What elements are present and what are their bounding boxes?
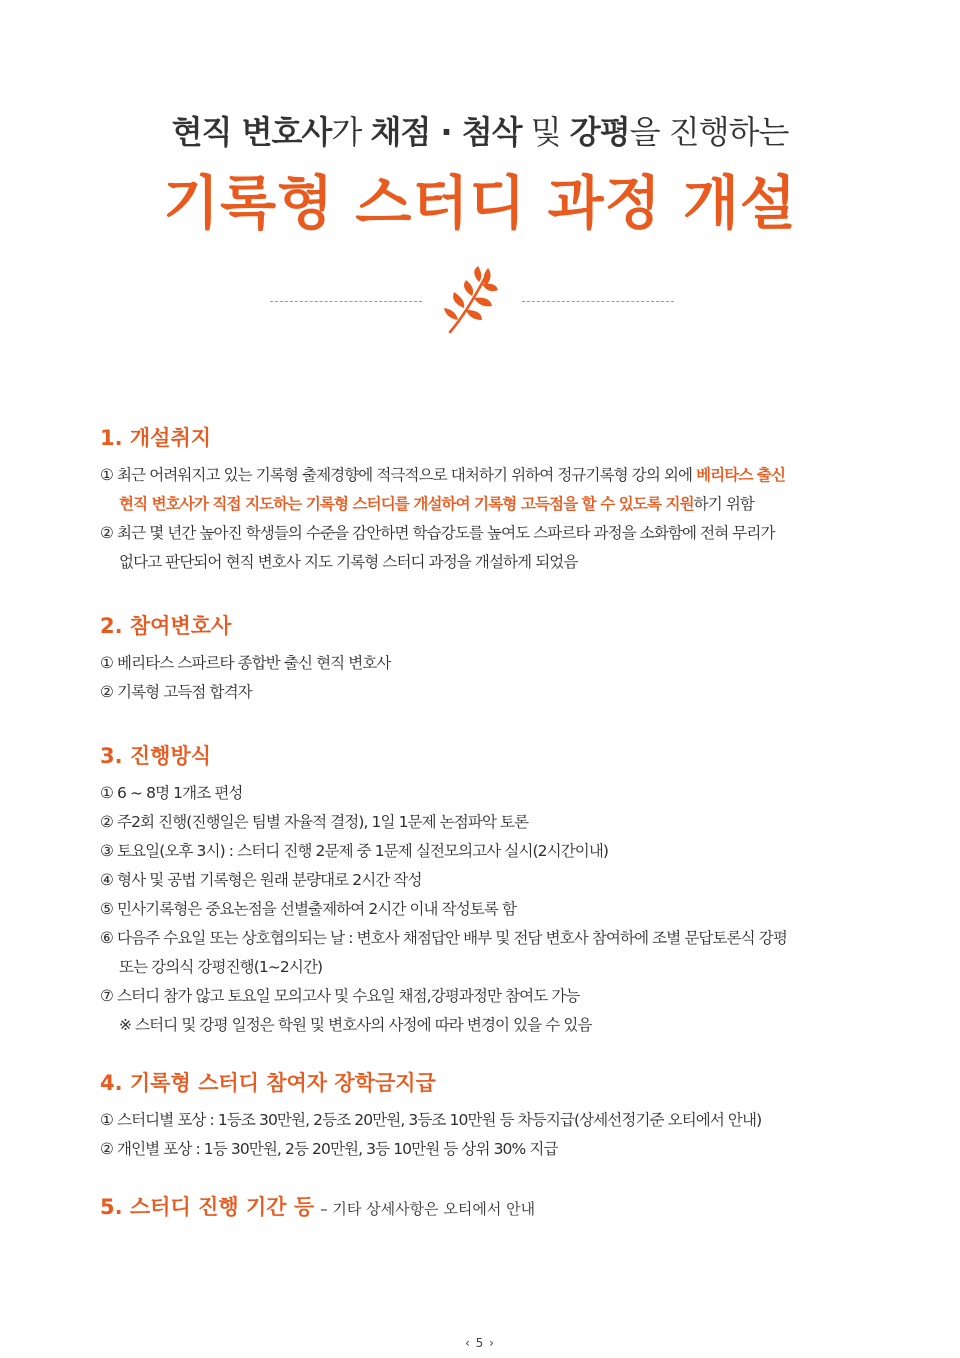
list-item xyxy=(100,461,880,490)
section-period xyxy=(100,1192,880,1224)
list-item-continuation: 없다고 판단되어 현직 변호사 지도 기록형 스터디 과정을 개설하게 되었음 xyxy=(119,553,578,571)
list-item: ② 최근 몇 년간 높아진 학생들의 수준을 감안하면 학습강도를 높여도 스파르타 과정을 소화함에 전혀 무리가 xyxy=(100,524,775,542)
page-header xyxy=(0,108,960,238)
list-item: ② 기록형 고득점 합격자 xyxy=(100,683,252,701)
list-item: ⑦ 스터디 참가 않고 토요일 모의고사 및 수요일 채점,강평과정만 참여도 가능 xyxy=(100,987,580,1005)
subtitle-emphasis-review: 강평 xyxy=(569,113,630,151)
wheat-leaf-icon xyxy=(436,262,504,338)
list-item: ⑤ 민사기록형은 중요논점을 선별출제하여 2시간 이내 작성토록 함 xyxy=(100,900,517,918)
section-title: 4. 기록형 스터디 참여자 장학금지급 xyxy=(100,1071,436,1095)
document-body xyxy=(100,423,880,1232)
section-lawyers xyxy=(100,611,880,707)
section-title: 2. 참여변호사 xyxy=(100,614,232,638)
section-note: – 기타 상세사항은 오티에서 안내 xyxy=(320,1200,536,1218)
subtitle-text: 및 xyxy=(521,113,570,151)
list-item: ④ 형사 및 공법 기록형은 원래 분량대로 2시간 작성 xyxy=(100,871,422,889)
list-item: ① 베리타스 스파르타 종합반 출신 현직 변호사 xyxy=(100,654,391,672)
highlight-text: 베리타스 출신 xyxy=(696,466,786,484)
list-item: ① 스터디별 포상 : 1등조 30만원, 2등조 20만원, 3등조 10만원 등 차등지급(상세선정기준 오티에서 안내) xyxy=(100,1111,762,1129)
ornament-divider xyxy=(0,262,960,338)
dashed-line-left xyxy=(270,301,422,302)
section-method xyxy=(100,741,880,1040)
item-text: 하기 위함 xyxy=(693,495,754,513)
dashed-line-right xyxy=(522,301,674,302)
item-text: ① 최근 어려워지고 있는 기록형 출제경향에 적극적으로 대처하기 위하여 정규기록형 강의 외에 xyxy=(100,466,697,484)
list-item: ③ 토요일(오후 3시) : 스터디 진행 2문제 중 1문제 실전모의고사 실시(2시간이내) xyxy=(100,842,609,860)
list-item: ① 6 ~ 8명 1개조 편성 xyxy=(100,784,243,802)
page-subtitle xyxy=(0,108,960,156)
subtitle-text: 을 진행하는 xyxy=(629,113,789,151)
note-text: ※ 스터디 및 강평 일정은 학원 및 변호사의 사정에 따라 변경이 있을 수 있음 xyxy=(119,1016,592,1034)
subtitle-emphasis-lawyer: 현직 변호사 xyxy=(171,113,332,151)
highlight-text: 현직 변호사가 직접 지도하는 기록형 스터디를 개설하여 기록형 고득점을 할 수 있도록 지원 xyxy=(119,495,694,513)
subtitle-text: 가 xyxy=(331,113,371,151)
section-purpose xyxy=(100,423,880,577)
page-title: 기록형 스터디 과정 개설 xyxy=(163,169,797,237)
list-item: ⑥ 다음주 수요일 또는 상호협의되는 날 : 변호사 채점답안 배부 및 전담 변호사 참여하에 조별 문답토론식 강평 xyxy=(100,929,787,947)
list-item-continuation xyxy=(100,490,880,519)
list-item: ② 주2회 진행(진행일은 팀별 자율적 결정), 1일 1문제 논점파악 토론 xyxy=(100,813,529,831)
section-title xyxy=(100,1192,880,1224)
page-number: ‹ 5 › xyxy=(465,1336,495,1350)
list-item-continuation: 또는 강의식 강평진행(1~2시간) xyxy=(119,958,323,976)
section-title: 1. 개설취지 xyxy=(100,426,212,450)
subtitle-emphasis-grading: 채점 · 첨삭 xyxy=(370,113,522,151)
list-item: ② 개인별 포상 : 1등 30만원, 2등 20만원, 3등 10만원 등 상위 30% 지급 xyxy=(100,1140,558,1158)
section-title-text: 5. 스터디 진행 기간 등 xyxy=(100,1195,315,1219)
section-title: 3. 진행방식 xyxy=(100,744,212,768)
section-scholarship xyxy=(100,1068,880,1164)
